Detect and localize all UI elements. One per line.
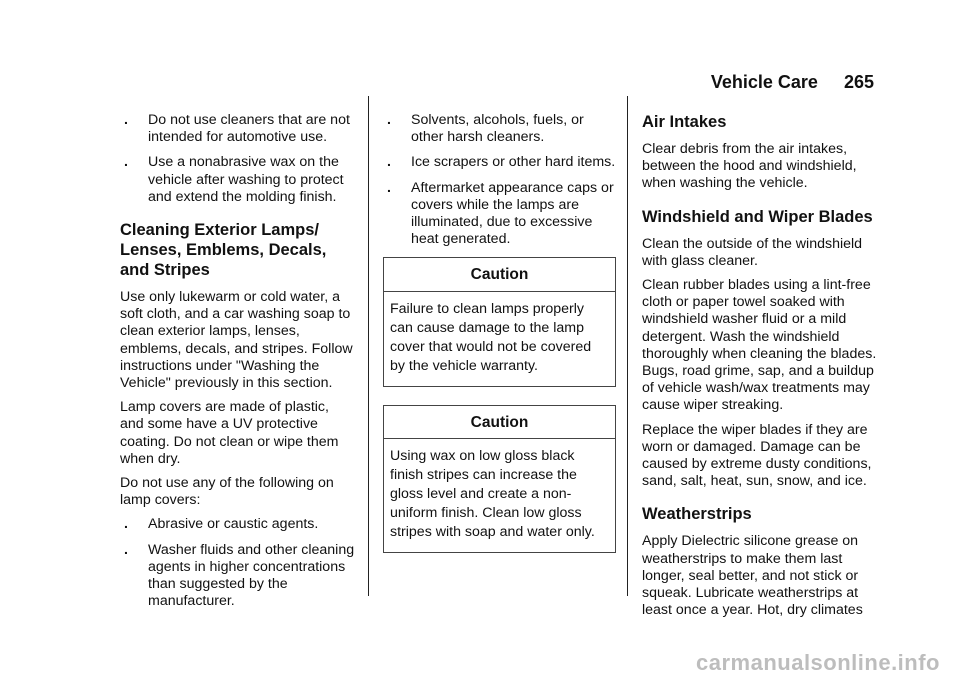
bullet-mark: . [387, 179, 391, 196]
column-divider [627, 96, 628, 596]
bullet-item [383, 180, 616, 249]
caution-box [383, 257, 616, 386]
bullet-text: Use a nonabrasive wax on the vehicle after washing to protect and extend the molding finish. [148, 154, 344, 205]
paragraph: Do not use any of the following on lamp covers: [120, 475, 334, 509]
bullet-text: Do not use cleaners that are not intended for automotive use. [148, 112, 350, 146]
caution-box [383, 405, 616, 553]
bullet-mark: . [124, 112, 128, 128]
caution-text: Using wax on low gloss black finish stripes can increase the gloss level and create a non-uniform finish. Clean low gloss stripes with soap and water only. [390, 447, 595, 540]
bullet-item [383, 112, 616, 146]
section-title: Vehicle Care [710, 72, 818, 92]
bullet-item [120, 154, 356, 206]
bullet-text: Ice scrapers or other hard items. [411, 154, 616, 171]
bullet-item [383, 154, 616, 171]
column-3 [642, 112, 878, 626]
section-heading-wiper-blades: Windshield and Wiper Blades [642, 207, 873, 226]
paragraph: Clean the outside of the windshield with glass cleaner. [642, 235, 863, 269]
bullet-text: Abrasive or caustic agents. [148, 516, 319, 533]
caution-text: Failure to clean lamps properly can cause damage to the lamp cover that would not be covered by the vehicle warranty. [390, 300, 592, 374]
watermark-footer: carmanualsonline.info [696, 650, 940, 675]
column-1 [120, 112, 356, 618]
paragraph: Clean rubber blades using a lint-free cloth or paper towel soaked with windshield washer fluid or a mild detergent. Wash the windshield thoroughly when cleaning the blades. Bugs, road grime, sap, and a buildup of vehicle wash/wax treatments may cause wiper streaking. [642, 277, 877, 414]
section-heading-lamps: Cleaning Exterior Lamps/ Lenses, Emblems, Decals, and Stripes [120, 221, 327, 280]
paragraph: Lamp covers are made of plastic, and some have a UV protective coating. Do not clean or wipe them when dry. [120, 399, 339, 467]
bullet-item [120, 542, 356, 611]
column-2 [383, 112, 616, 571]
paragraph: Apply Dielectric silicone grease on weatherstrips to make them last longer, seal better, and not stick or squeak. Lubricate weatherstrips at least once a year. Hot, dry climates [642, 533, 863, 619]
page-header [711, 72, 874, 93]
bullet-text: Aftermarket appearance caps or covers while the lamps are illuminated, due to excessive heat generated. [411, 179, 614, 248]
bullet-mark: . [124, 541, 128, 558]
paragraph: Use only lukewarm or cold water, a soft cloth, and a car washing soap to clean exterior lamps, lenses, emblems, decals, and stripes. Follow instructions under "Washing the Vehicle" previously in this section. [120, 289, 353, 392]
caution-title: Caution [384, 258, 615, 291]
paragraph: Replace the wiper blades if they are worn or damaged. Damage can be caused by extreme dusty conditions, sand, salt, heat, sun, snow, and ice. [642, 421, 872, 490]
bullet-text: Solvents, alcohols, fuels, or other harsh cleaners. [411, 112, 584, 146]
section-heading-weatherstrips: Weatherstrips [642, 505, 752, 524]
caution-title: Caution [384, 406, 615, 439]
paragraph: Clear debris from the air intakes, between the hood and windshield, when washing the vehicle. [642, 141, 857, 192]
section-heading-air-intakes: Air Intakes [642, 113, 727, 131]
bullet-mark: . [124, 154, 128, 171]
bullet-text: Washer fluids and other cleaning agents in higher concentrations than suggested by the manufacturer. [148, 541, 355, 610]
bullet-mark: . [387, 154, 391, 171]
bullet-mark: . [124, 516, 128, 533]
bullet-item [120, 516, 356, 533]
bullet-mark: . [387, 112, 391, 128]
page-number: 265 [843, 72, 874, 92]
column-divider [368, 96, 369, 596]
bullet-item [120, 112, 356, 146]
